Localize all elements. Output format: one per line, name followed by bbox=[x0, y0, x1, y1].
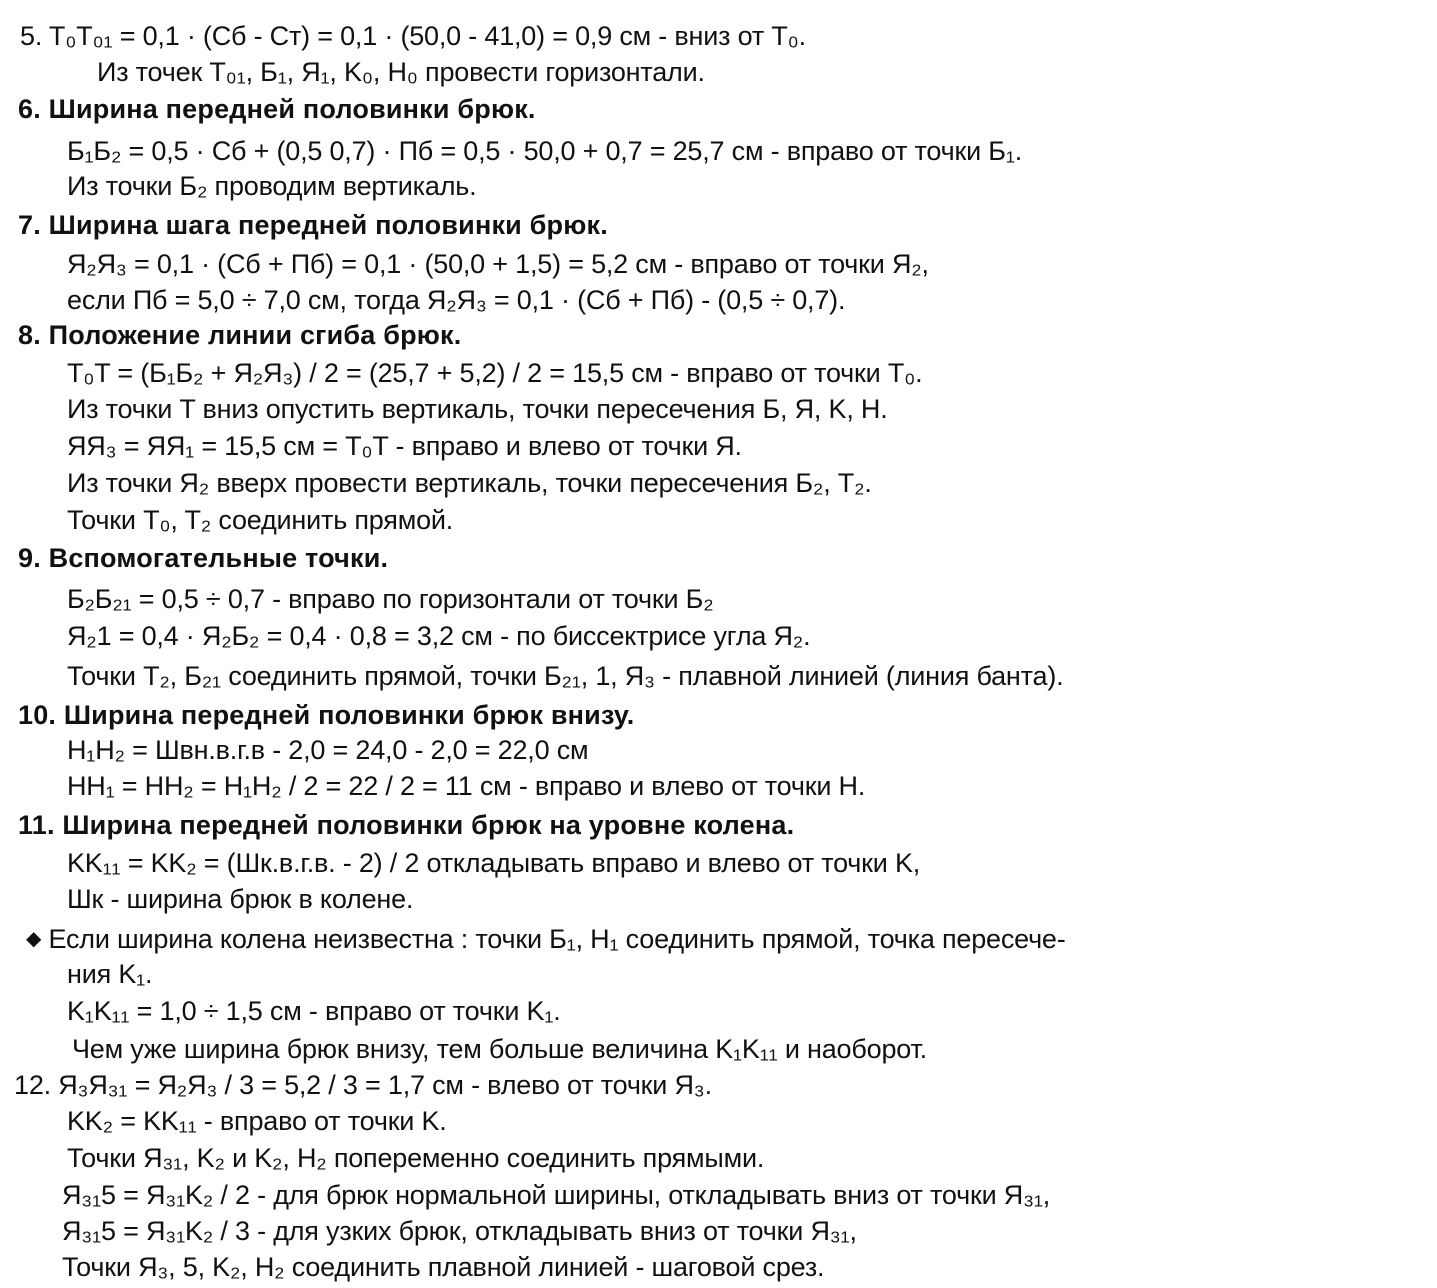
step-11-formula: KK₁₁ = KK₂ = (Шк.в.г.в. - 2) / 2 откладывать вправо и влево от точки K, bbox=[67, 848, 921, 878]
step-9-heading: 9. Вспомогательные точки. bbox=[18, 543, 389, 573]
step-7-condition: если Пб = 5,0 ÷ 7,0 см, тогда Я₂Я₃ = 0,1 · (Cб + Пб) - (0,5 ÷ 0,7). bbox=[67, 285, 846, 315]
step-11-note: Шк - ширина брюк в колене. bbox=[67, 884, 414, 914]
bullet-formula: K₁K₁₁ = 1,0 ÷ 1,5 см - вправо от точки K₁. bbox=[67, 996, 561, 1026]
step-12-note-2: Точки Я₃, 5, K₂, H₂ соединить плавной линией - шаговой срез. bbox=[62, 1252, 825, 1282]
step-6-note: Из точки Б₂ проводим вертикаль. bbox=[67, 171, 477, 201]
step-7-heading: 7. Ширина шага передней половинки брюк. bbox=[18, 210, 608, 240]
step-12-formula-2: KK₂ = KK₁₁ - вправо от точки K. bbox=[67, 1106, 447, 1136]
step-6-formula: Б₁Б₂ = 0,5 · Cб + (0,5 0,7) · Пб = 0,5 · 50,0 + 0,7 = 25,7 см - вправо от точки Б₁. bbox=[67, 136, 1023, 166]
bullet-line bbox=[26, 921, 1066, 957]
step-12-formula-3: Я₃₁5 = Я₃₁K₂ / 2 - для брюк нормальной ширины, откладывать вниз от точки Я₃₁, bbox=[62, 1180, 1051, 1210]
bullet-note: Чем уже ширина брюк внизу, тем больше величина K₁K₁₁ и наоборот. bbox=[72, 1034, 927, 1064]
step-12-formula: 12. Я₃Я₃₁ = Я₂Я₃ / 3 = 5,2 / 3 = 1,7 см - влево от точки Я₃. bbox=[14, 1070, 712, 1100]
step-8-note-2: Из точки Я₂ вверх провести вертикаль, точки пересечения Б₂, T₂. bbox=[67, 468, 872, 498]
step-10-formula-1: H₁H₂ = Швн.в.г.в - 2,0 = 24,0 - 2,0 = 22,0 см bbox=[67, 735, 589, 765]
step-8-formula-2: ЯЯ₃ = ЯЯ₁ = 15,5 см = T₀T - вправо и влево от точки Я. bbox=[67, 431, 742, 461]
step-9-formula-1: Б₂Б₂₁ = 0,5 ÷ 0,7 - вправо по горизонтали от точки Б₂ bbox=[67, 584, 714, 614]
step-6-heading: 6. Ширина передней половинки брюк. bbox=[18, 94, 536, 124]
step-9-note: Точки T₂, Б₂₁ соединить прямой, точки Б₂₁, 1, Я₃ - плавной линией (линия банта). bbox=[67, 661, 1064, 691]
step-12-note-1: Точки Я₃₁, K₂ и K₂, H₂ попеременно соединить прямыми. bbox=[67, 1143, 765, 1173]
step-10-formula-2: HH₁ = HH₂ = H₁H₂ / 2 = 22 / 2 = 11 см - вправо и влево от точки H. bbox=[67, 771, 866, 801]
step-8-heading: 8. Положение линии сгиба брюк. bbox=[18, 320, 462, 350]
step-11-heading: 11. Ширина передней половинки брюк на уровне колена. bbox=[18, 810, 795, 840]
step-9-formula-2: Я₂1 = 0,4 · Я₂Б₂ = 0,4 · 0,8 = 3,2 см - по биссектрисе угла Я₂. bbox=[67, 621, 811, 651]
bullet-text: Если ширина колена неизвестна : точки Б₁, H₁ соединить прямой, точка пересече- bbox=[48, 924, 1066, 954]
diamond-bullet-icon: ◆ bbox=[26, 928, 42, 950]
step-8-formula: T₀T = (Б₁Б₂ + Я₂Я₃) / 2 = (25,7 + 5,2) / 2 = 15,5 см - вправо от точки T₀. bbox=[67, 358, 923, 388]
step-7-formula: Я₂Я₃ = 0,1 · (Cб + Пб) = 0,1 · (50,0 + 1,5) = 5,2 см - вправо от точки Я₂, bbox=[67, 249, 929, 279]
step-5-note: Из точек T₀₁, Б₁, Я₁, K₀, H₀ провести горизонтали. bbox=[97, 57, 705, 87]
step-12-formula-4: Я₃₁5 = Я₃₁K₂ / 3 - для узких брюк, откладывать вниз от точки Я₃₁, bbox=[62, 1216, 857, 1246]
step-8-note-3: Точки T₀, T₂ соединить прямой. bbox=[67, 505, 454, 535]
step-10-heading: 10. Ширина передней половинки брюк внизу. bbox=[18, 700, 635, 730]
bullet-text-continuation: ния K₁. bbox=[67, 959, 153, 989]
step-5-formula: 5. T₀T₀₁ = 0,1 · (Cб - Cт) = 0,1 · (50,0 - 41,0) = 0,9 см - вниз от T₀. bbox=[20, 21, 806, 51]
step-8-note-1: Из точки T вниз опустить вертикаль, точки пересечения Б, Я, K, H. bbox=[67, 394, 888, 424]
